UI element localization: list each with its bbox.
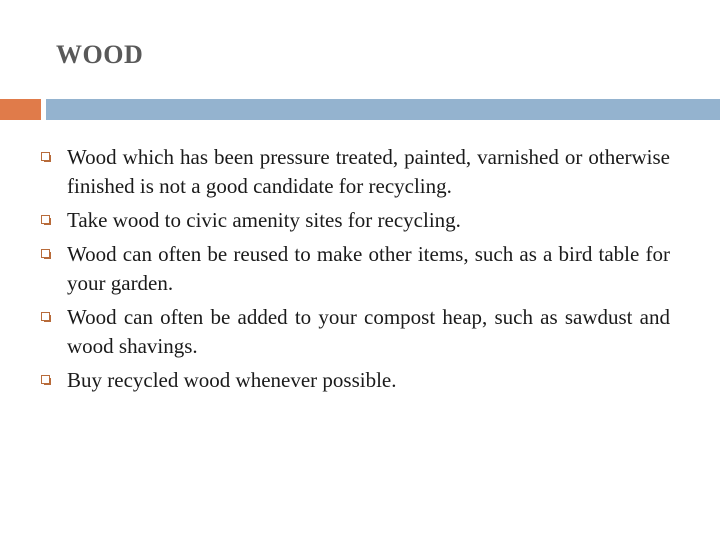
square-bullet-icon bbox=[41, 375, 50, 384]
list-item bbox=[40, 206, 670, 235]
square-bullet-icon bbox=[41, 215, 50, 224]
bullet-text: Wood can often be added to your compost heap, such as sawdust and wood shavings. bbox=[67, 305, 670, 358]
bullet-text: Wood which has been pressure treated, painted, varnished or otherwise finished is not a good candidate for recycling. bbox=[67, 145, 670, 198]
list-item bbox=[40, 366, 670, 395]
title-accent-bar bbox=[0, 99, 41, 120]
square-bullet-icon bbox=[41, 152, 50, 161]
list-item bbox=[40, 240, 670, 298]
bullet-text: Buy recycled wood whenever possible. bbox=[67, 368, 397, 392]
square-bullet-icon bbox=[41, 249, 50, 258]
bullet-list bbox=[40, 143, 670, 400]
square-bullet-icon bbox=[41, 312, 50, 321]
bullet-text: Take wood to civic amenity sites for recycling. bbox=[67, 208, 461, 232]
slide-title: WOOD bbox=[56, 40, 144, 69]
title-rule-bar bbox=[46, 99, 720, 120]
list-item bbox=[40, 303, 670, 361]
bullet-text: Wood can often be reused to make other items, such as a bird table for your garden. bbox=[67, 242, 670, 295]
list-item bbox=[40, 143, 670, 201]
